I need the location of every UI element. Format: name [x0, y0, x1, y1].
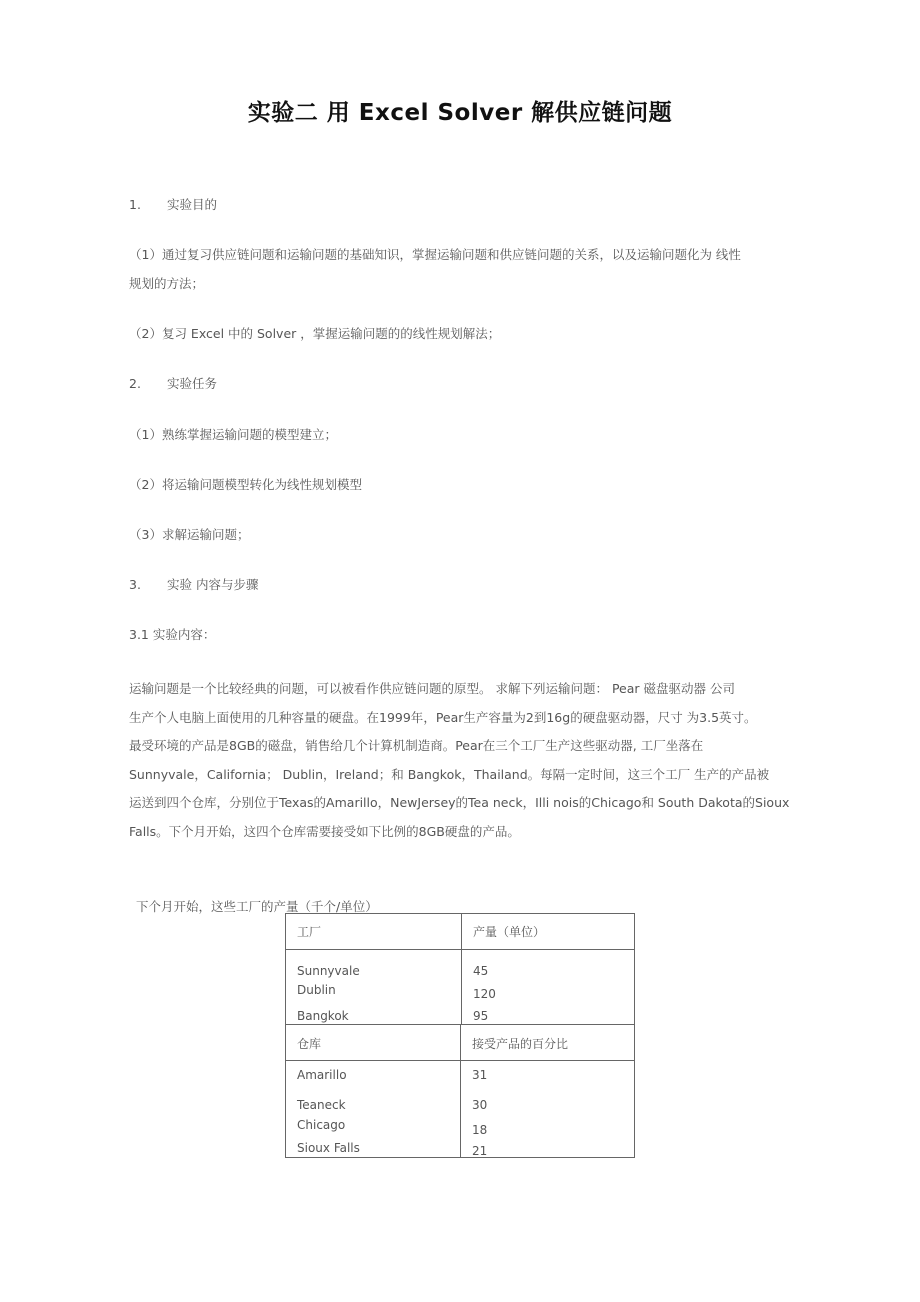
section-label: 实验目的	[167, 197, 218, 212]
warehouse-name: Chicago	[297, 1118, 346, 1132]
factory-names-cell	[286, 950, 462, 1025]
task-item-3: （3）求解运输问题；	[129, 527, 250, 542]
table-header-row	[286, 914, 635, 950]
warehouse-name: Amarillo	[297, 1068, 347, 1082]
table-row	[286, 1061, 635, 1158]
factory-output: 95	[473, 1009, 489, 1023]
factory-name: Dublin	[297, 983, 336, 997]
warehouse-percentage: 18	[472, 1123, 488, 1137]
header-cell-factory	[286, 914, 462, 950]
task-item-2: （2）将运输问题模型转化为线性规划模型	[129, 477, 362, 492]
warehouse-percentage: 30	[472, 1098, 488, 1112]
section-heading-tasks	[129, 375, 217, 393]
warehouse-values-cell	[461, 1061, 635, 1158]
paragraph-line: 运送到四个仓库，分别位于Texas的Amarillo，NewJersey的Tea neck，Illi nois的Chicago和 South Dakota的Sioux	[129, 795, 790, 811]
warehouse-percentage: 31	[472, 1068, 488, 1082]
table-header-row	[286, 1025, 635, 1061]
problem-paragraph	[129, 675, 797, 847]
warehouse-demand-table	[285, 1024, 635, 1158]
warehouse-name: Teaneck	[297, 1098, 346, 1112]
purpose-item-2: （2）复习 Excel 中的 Solver ，掌握运输问题的的线性规划解法；	[129, 326, 501, 341]
paragraph-line: Sunnyvale，California； Dublin，Ireland；和 Bangkok，Thailand。每隔一定时间，这三个工厂 生产的产品被	[129, 766, 770, 782]
section-heading-purpose	[129, 196, 217, 214]
task-item-1: （1）熟练掌握运输问题的模型建立；	[129, 427, 337, 442]
table-row	[286, 950, 635, 1025]
header-label: 工厂	[297, 925, 322, 939]
header-label: 产量（单位）	[473, 925, 546, 939]
section-number: 1.	[129, 197, 141, 212]
header-label: 接受产品的百分比	[472, 1037, 569, 1051]
warehouse-name: Sioux Falls	[297, 1141, 360, 1155]
paragraph-line: 运输问题是一个比较经典的问题，可以被看作供应链问题的原型。 求解下列运输问题： Pear 磁盘驱动器 公司	[129, 681, 735, 696]
factory-values-cell	[462, 950, 635, 1025]
paragraph-line: 生产个人电脑上面使用的几种容量的硬盘。在1999年，Pear生产容量为2到16g的硬盘驱动器，尺寸 为3.5英寸。	[129, 709, 757, 725]
section-number: 3.	[129, 577, 141, 592]
section-label: 实验 内容与步骤	[167, 577, 259, 592]
table-caption: 下个月开始，这些工厂的产量（千个/单位）	[136, 899, 378, 914]
section-number: 2.	[129, 376, 141, 391]
header-cell-output	[462, 914, 635, 950]
section-heading-content	[129, 576, 258, 594]
header-cell-warehouse	[286, 1025, 461, 1061]
factory-name: Bangkok	[297, 1009, 349, 1023]
factory-production-table	[285, 913, 635, 1025]
warehouse-percentage: 21	[472, 1144, 488, 1158]
header-label: 仓库	[297, 1037, 322, 1051]
paragraph-line: 最受环境的产品是8GB的磁盘，销售给几个计算机制造商。Pear在三个工厂生产这些驱动器, 工厂坐落在	[129, 738, 704, 754]
factory-name: Sunnyvale	[297, 964, 360, 978]
factory-output: 45	[473, 964, 489, 978]
subsection-heading: 3.1 实验内容：	[129, 627, 216, 642]
section-label: 实验任务	[167, 376, 218, 391]
paragraph-line: Falls。下个月开始，这四个仓库需要接受如下比例的8GB硬盘的产品。	[129, 823, 520, 839]
purpose-item-1-cont: 规划的方法；	[129, 276, 205, 291]
warehouse-names-cell	[286, 1061, 461, 1158]
document-title: 实验二 用 Excel Solver 解供应链问题	[247, 100, 673, 126]
factory-output: 120	[473, 987, 496, 1001]
header-cell-percentage	[461, 1025, 635, 1061]
purpose-item-1: （1）通过复习供应链问题和运输问题的基础知识，掌握运输问题和供应链问题的关系，以及运输问题化为 线性	[129, 247, 741, 262]
